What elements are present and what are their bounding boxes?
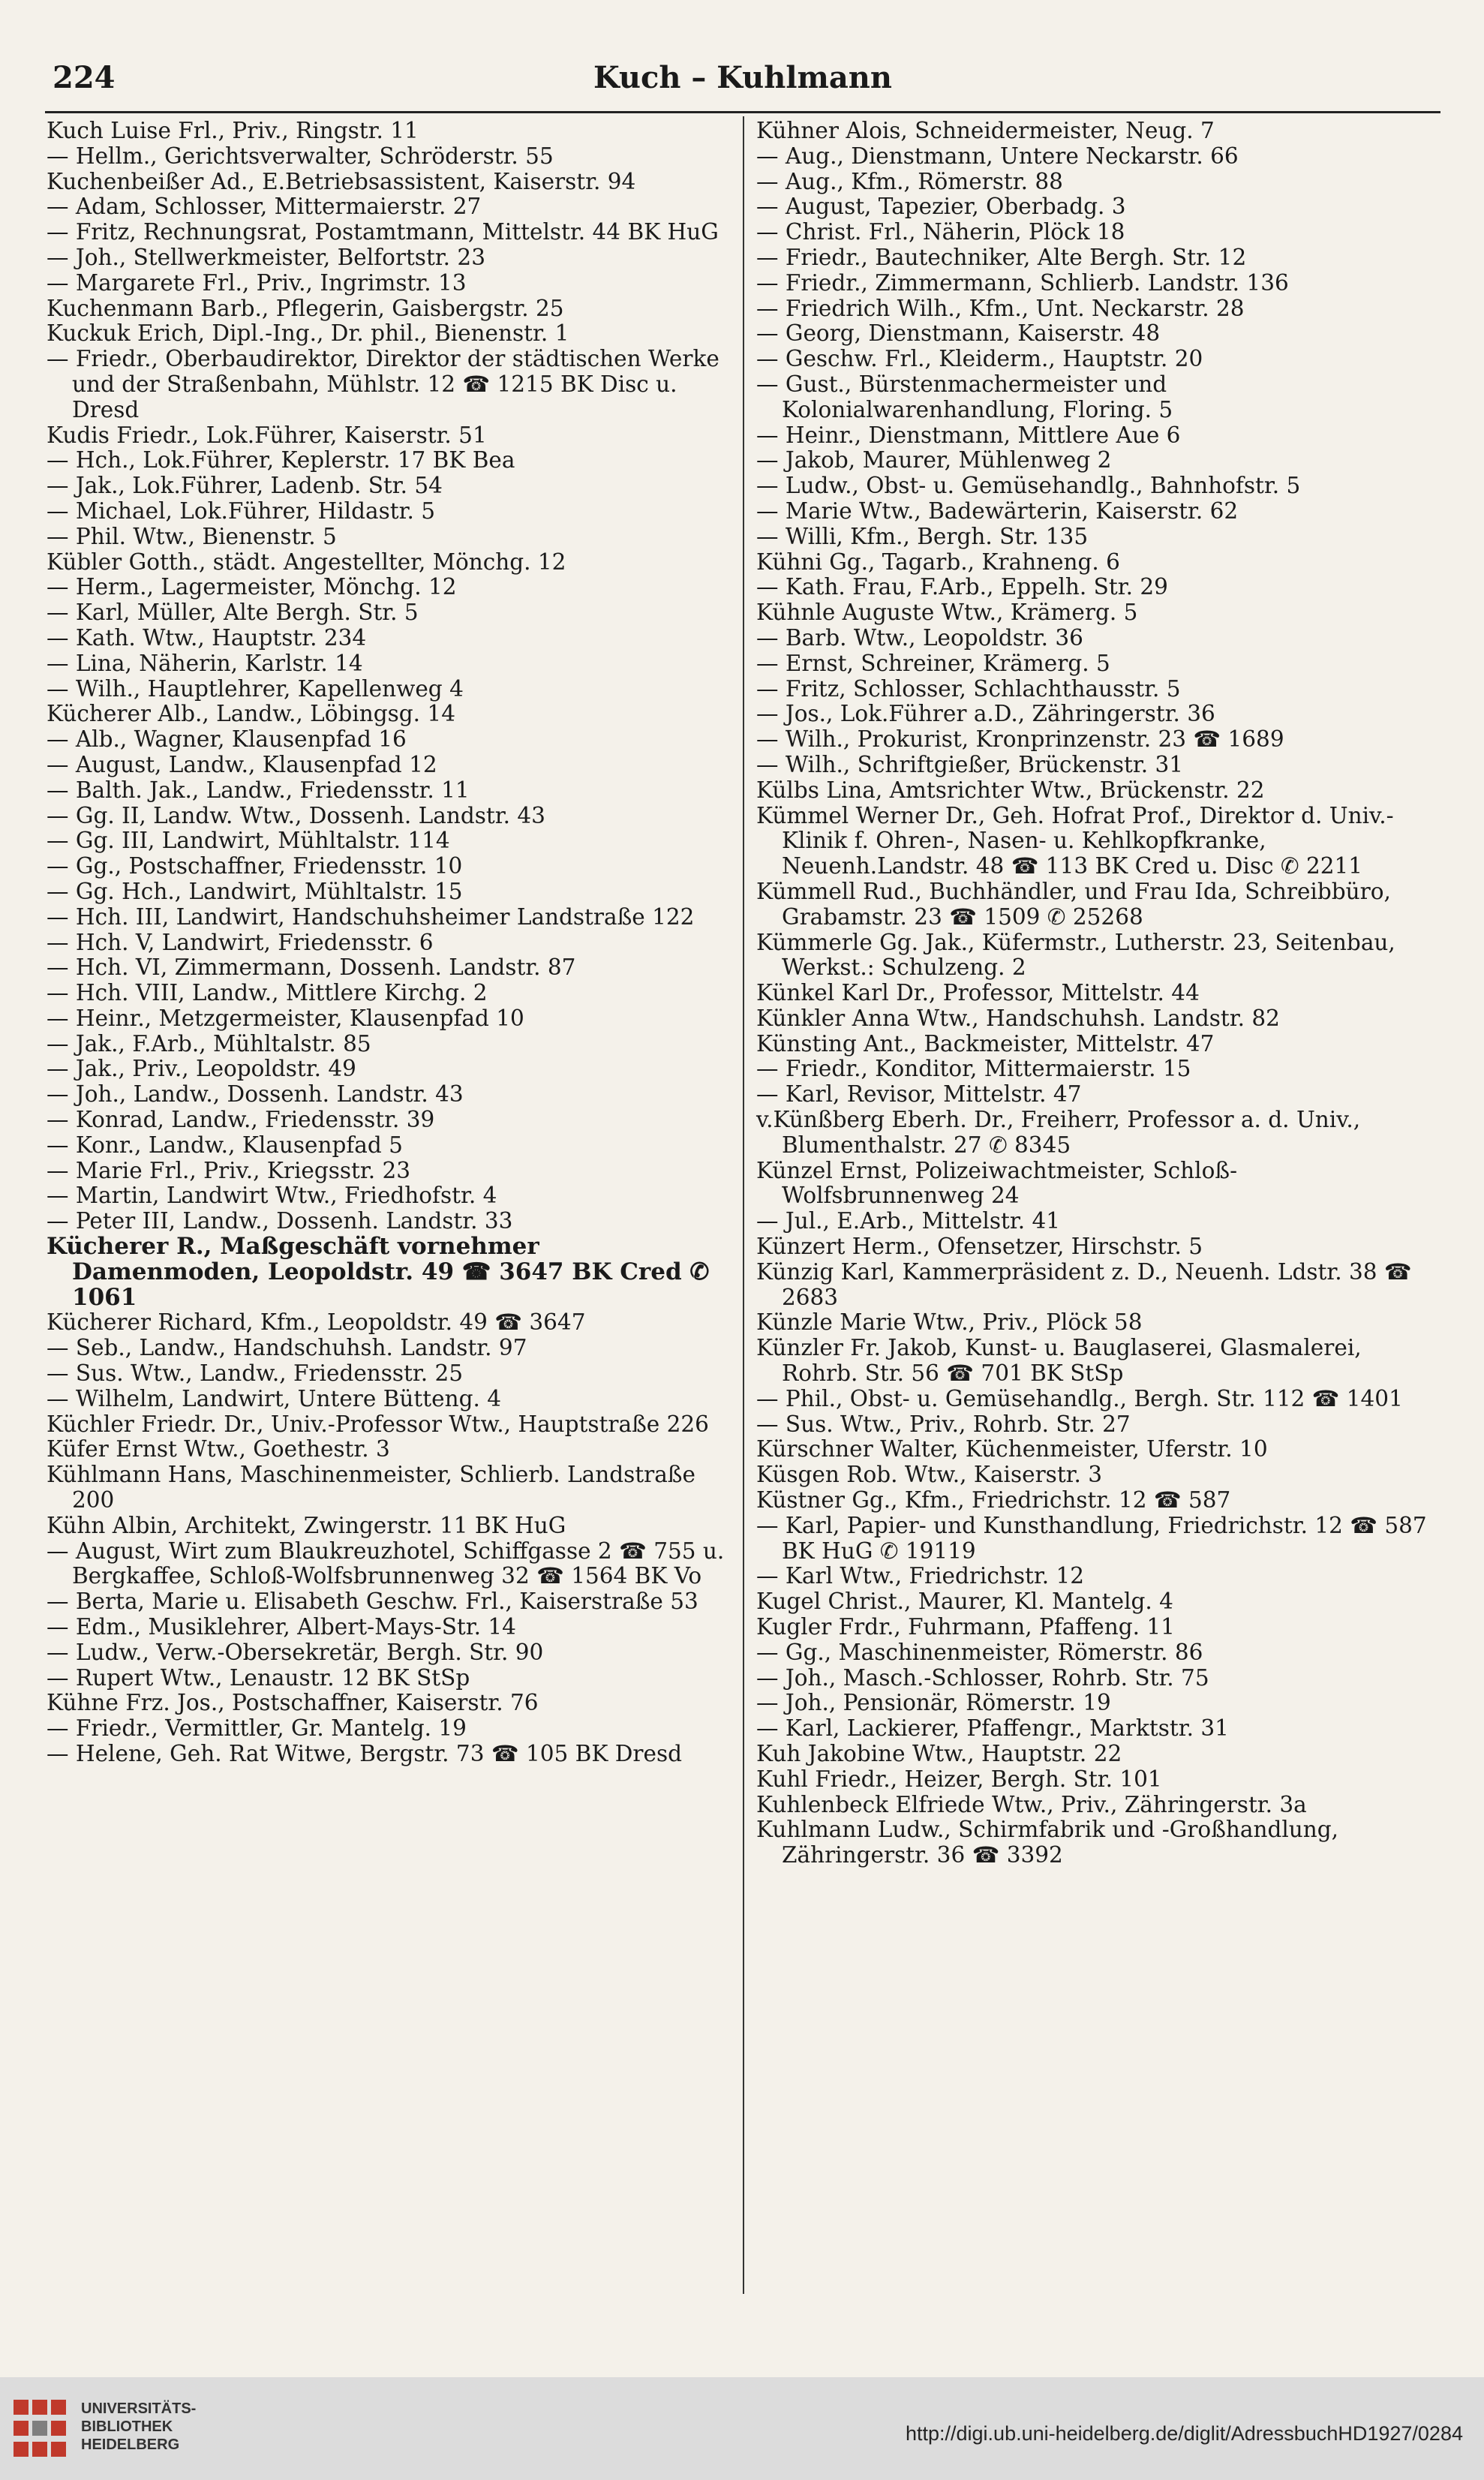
directory-entry: — Marie Frl., Priv., Kriegsstr. 23 bbox=[47, 1157, 411, 1183]
directory-entry: — Friedr., Vermittler, Gr. Mantelg. 19 bbox=[47, 1715, 467, 1742]
directory-entry: Küsgen Rob. Wtw., Kaiserstr. 3 bbox=[756, 1462, 1103, 1488]
directory-entry: Kühlmann Hans, Maschinenmeister, Schlierb. Landstraße 200 bbox=[47, 1462, 695, 1514]
directory-entry: — Peter III, Landw., Dossenh. Landstr. 33 bbox=[47, 1208, 513, 1234]
directory-entry: — Gg. Hch., Landwirt, Mühltalstr. 15 bbox=[47, 878, 463, 904]
directory-entry: — Heinr., Dienstmann, Mittlere Aue 6 bbox=[756, 422, 1181, 448]
left-column bbox=[47, 119, 725, 1767]
directory-entry: — Jak., F.Arb., Mühltalstr. 85 bbox=[47, 1030, 371, 1057]
directory-entry: — August, Landw., Klausenpfad 12 bbox=[47, 751, 437, 777]
directory-entry: Kugler Frdr., Fuhrmann, Pfaffeng. 11 bbox=[756, 1614, 1175, 1640]
directory-entry: — Phil. Wtw., Bienenstr. 5 bbox=[47, 523, 337, 549]
directory-entry: — Joh., Stellwerkmeister, Belfortstr. 23 bbox=[47, 244, 485, 270]
directory-entry: — Karl Wtw., Friedrichstr. 12 bbox=[756, 1563, 1085, 1589]
directory-entry: — Ernst, Schreiner, Krämerg. 5 bbox=[756, 650, 1110, 676]
directory-entry: Kuchenmann Barb., Pflegerin, Gaisbergstr. 25 bbox=[47, 295, 564, 321]
library-name-line: BIBLIOTHEK bbox=[81, 2418, 173, 2435]
directory-entry: Kümmel Werner Dr., Geh. Hofrat Prof., Direktor d. Univ.-Klinik f. Ohren-, Nasen- u. Kehlkopfkranke, Neuenh.Landstr. 48 ☎ 113 BK Cred u. Disc ✆ 2211 bbox=[756, 802, 1394, 879]
directory-entry: Kühnle Auguste Wtw., Krämerg. 5 bbox=[756, 600, 1138, 626]
directory-entry: — Hch. III, Landwirt, Handschuhsheimer Landstraße 122 bbox=[47, 903, 695, 930]
directory-entry: — Karl, Papier- und Kunsthandlung, Friedrichstr. 12 ☎ 587 BK HuG ✆ 19119 bbox=[756, 1512, 1427, 1564]
column-divider bbox=[743, 116, 744, 2294]
library-name-line: UNIVERSITÄTS- bbox=[81, 2400, 197, 2417]
directory-entry: Kugel Christ., Maurer, Kl. Mantelg. 4 bbox=[756, 1589, 1173, 1615]
directory-entry: — Gg., Postschaffner, Friedensstr. 10 bbox=[47, 853, 463, 879]
page-header bbox=[45, 60, 1440, 113]
directory-entry: — Karl, Lackierer, Pfaffengr., Marktstr. 31 bbox=[756, 1715, 1229, 1742]
library-name bbox=[81, 2400, 196, 2454]
directory-entry: — Hch. V, Landwirt, Friedensstr. 6 bbox=[47, 929, 434, 955]
directory-entry: Kücherer Alb., Landw., Löbingsg. 14 bbox=[47, 701, 455, 727]
directory-entry: — Hch. VI, Zimmermann, Dossenh. Landstr. 87 bbox=[47, 954, 576, 981]
directory-entry: — Friedr., Zimmermann, Schlierb. Landstr. 136 bbox=[756, 269, 1289, 296]
directory-entry: — Aug., Kfm., Römerstr. 88 bbox=[756, 168, 1063, 194]
directory-entry: — Aug., Dienstmann, Untere Neckarstr. 66 bbox=[756, 143, 1239, 169]
directory-entry: — Karl, Revisor, Mittelstr. 47 bbox=[756, 1081, 1082, 1108]
directory-entry: — Friedr., Bautechniker, Alte Bergh. Str. 12 bbox=[756, 244, 1247, 270]
directory-entry: — Jos., Lok.Führer a.D., Zähringerstr. 36 bbox=[756, 701, 1215, 727]
directory-entry: Künzig Karl, Kammerpräsident z. D., Neuenh. Ldstr. 38 ☎ 2683 bbox=[756, 1258, 1412, 1310]
directory-entry: — Seb., Landw., Handschuhsh. Landstr. 97 bbox=[47, 1335, 527, 1361]
directory-entry: — Lina, Näherin, Karlstr. 14 bbox=[47, 650, 363, 676]
directory-entry: — Joh., Masch.-Schlosser, Rohrb. Str. 75 bbox=[756, 1664, 1209, 1691]
directory-entry: — Fritz, Schlosser, Schlachthausstr. 5 bbox=[756, 675, 1181, 702]
directory-entry: — Alb., Wagner, Klausenpfad 16 bbox=[47, 726, 407, 753]
right-column bbox=[756, 119, 1435, 1868]
directory-entry: Künzler Fr. Jakob, Kunst- u. Bauglaserei, Glasmalerei, Rohrb. Str. 56 ☎ 701 BK StSp bbox=[756, 1335, 1362, 1387]
directory-entry: Küfer Ernst Wtw., Goethestr. 3 bbox=[47, 1436, 390, 1462]
directory-entry: — Hch., Lok.Führer, Keplerstr. 17 BK Bea bbox=[47, 447, 515, 473]
directory-entry: Kuhlmann Ludw., Schirmfabrik und -Großhandlung, Zähringerstr. 36 ☎ 3392 bbox=[756, 1817, 1339, 1868]
directory-entry: — Gust., Bürstenmachermeister und Kolonialwarenhandlung, Floring. 5 bbox=[756, 371, 1173, 422]
directory-entry: Künkler Anna Wtw., Handschuhsh. Landstr. 82 bbox=[756, 1005, 1280, 1031]
directory-entry: — Friedr., Oberbaudirektor, Direktor der städtischen Werke und der Straßenbahn, Mühlstr. 12 ☎ 1215 BK Disc u. Dresd bbox=[47, 346, 719, 422]
directory-entry: Kuhlenbeck Elfriede Wtw., Priv., Zähringerstr. 3a bbox=[756, 1791, 1307, 1817]
directory-entry: Kücherer R., Maßgeschäft vornehmer Damenmoden, Leopoldstr. 49 ☎ 3647 BK Cred ✆ 1061 bbox=[47, 1233, 710, 1311]
directory-entry: — Berta, Marie u. Elisabeth Geschw. Frl., Kaiserstraße 53 bbox=[47, 1589, 698, 1615]
directory-entry: — Christ. Frl., Näherin, Plöck 18 bbox=[756, 219, 1125, 245]
directory-entry: — Konr., Landw., Klausenpfad 5 bbox=[47, 1132, 403, 1158]
directory-entry: — Hch. VIII, Landw., Mittlere Kirchg. 2 bbox=[47, 980, 488, 1006]
library-name-line: HEIDELBERG bbox=[81, 2436, 180, 2453]
directory-entry: — Barb. Wtw., Leopoldstr. 36 bbox=[756, 624, 1083, 651]
directory-entry: — Wilhelm, Landwirt, Untere Bütteng. 4 bbox=[47, 1385, 501, 1411]
directory-entry: — Ludw., Verw.-Obersekretär, Bergh. Str. 90 bbox=[47, 1639, 544, 1665]
directory-entry: Külbs Lina, Amtsrichter Wtw., Brückenstr. 22 bbox=[756, 777, 1265, 803]
directory-entry: — Kath. Frau, F.Arb., Eppelh. Str. 29 bbox=[756, 574, 1168, 600]
directory-entry: — Wilh., Schriftgießer, Brückenstr. 31 bbox=[756, 751, 1184, 777]
directory-entry: — Rupert Wtw., Lenaustr. 12 BK StSp bbox=[47, 1664, 470, 1691]
directory-entry: — Hellm., Gerichtsverwalter, Schröderstr. 55 bbox=[47, 143, 554, 169]
directory-entry: — August, Wirt zum Blaukreuzhotel, Schiffgasse 2 ☎ 755 u. Bergkaffee, Schloß-Wolfsbrunnenweg 32 ☎ 1564 BK Vo bbox=[47, 1538, 725, 1589]
directory-entry: — Gg. III, Landwirt, Mühltalstr. 114 bbox=[47, 828, 450, 854]
directory-entry: — Balth. Jak., Landw., Friedensstr. 11 bbox=[47, 777, 470, 803]
directory-entry: Kühner Alois, Schneidermeister, Neug. 7 bbox=[756, 118, 1215, 143]
directory-entry: Kühni Gg., Tagarb., Krahneng. 6 bbox=[756, 549, 1120, 575]
directory-entry: — Adam, Schlosser, Mittermaierstr. 27 bbox=[47, 194, 482, 220]
source-url-link[interactable]: http://digi.ub.uni-heidelberg.de/diglit/AdressbuchHD1927/0284 bbox=[905, 2422, 1463, 2445]
directory-entry: — Wilh., Prokurist, Kronprinzenstr. 23 ☎ 1689 bbox=[756, 726, 1284, 753]
directory-entry: Kücherer Richard, Kfm., Leopoldstr. 49 ☎ 3647 bbox=[47, 1309, 586, 1336]
directory-entry: — Joh., Landw., Dossenh. Landstr. 43 bbox=[47, 1081, 464, 1108]
directory-entry: Künzle Marie Wtw., Priv., Plöck 58 bbox=[756, 1309, 1143, 1336]
header-rule bbox=[45, 111, 1440, 113]
directory-entry: Küchler Friedr. Dr., Univ.-Professor Wtw., Hauptstraße 226 bbox=[47, 1411, 709, 1437]
directory-entry: — Martin, Landwirt Wtw., Friedhofstr. 4 bbox=[47, 1183, 497, 1209]
directory-entry: — Geschw. Frl., Kleiderm., Hauptstr. 20 bbox=[756, 346, 1203, 372]
directory-entry: — Marie Wtw., Badewärterin, Kaiserstr. 62 bbox=[756, 498, 1239, 524]
directory-entry: v.Künßberg Eberh. Dr., Freiherr, Professor a. d. Univ., Blumenthalstr. 27 ✆ 8345 bbox=[756, 1107, 1361, 1158]
directory-entry: — Margarete Frl., Priv., Ingrimstr. 13 bbox=[47, 269, 467, 296]
directory-entry: Künsting Ant., Backmeister, Mittelstr. 47 bbox=[756, 1030, 1215, 1057]
directory-entry: Kümmell Rud., Buchhändler, und Frau Ida, Schreibbüro, Grabamstr. 23 ☎ 1509 ✆ 25268 bbox=[756, 878, 1391, 930]
directory-entry: Kuchenbeißer Ad., E.Betriebsassistent, Kaiserstr. 94 bbox=[47, 168, 636, 194]
directory-entry: — Konrad, Landw., Friedensstr. 39 bbox=[47, 1107, 435, 1133]
directory-entry: Künzert Herm., Ofensetzer, Hirschstr. 5 bbox=[756, 1234, 1203, 1260]
directory-entry: Kuckuk Erich, Dipl.-Ing., Dr. phil., Bienenstr. 1 bbox=[47, 320, 569, 347]
library-logo-icon bbox=[9, 2394, 71, 2463]
directory-entry: Kuh Jakobine Wtw., Hauptstr. 22 bbox=[756, 1741, 1122, 1766]
directory-entry: Kühn Albin, Architekt, Zwingerstr. 11 BK HuG bbox=[47, 1512, 566, 1538]
directory-entry: — Helene, Geh. Rat Witwe, Bergstr. 73 ☎ 105 BK Dresd bbox=[47, 1741, 682, 1766]
directory-entry: — Joh., Pensionär, Römerstr. 19 bbox=[756, 1690, 1111, 1716]
directory-entry: Kudis Friedr., Lok.Führer, Kaiserstr. 51 bbox=[47, 422, 487, 448]
directory-entry: — Kath. Wtw., Hauptstr. 234 bbox=[47, 624, 367, 651]
directory-entry: — Friedrich Wilh., Kfm., Unt. Neckarstr. 28 bbox=[756, 295, 1245, 321]
running-head: Kuch – Kuhlmann bbox=[593, 60, 892, 95]
directory-entry: — Sus. Wtw., Priv., Rohrb. Str. 27 bbox=[756, 1411, 1131, 1437]
directory-entry: — Heinr., Metzgermeister, Klausenpfad 10 bbox=[47, 1005, 524, 1031]
directory-entry: Kuhl Friedr., Heizer, Bergh. Str. 101 bbox=[756, 1766, 1162, 1792]
directory-entry: Kümmerle Gg. Jak., Küfermstr., Lutherstr. 23, Seitenbau, Werkst.: Schulzeng. 2 bbox=[756, 929, 1395, 981]
page-number: 224 bbox=[53, 60, 116, 95]
footer-bar bbox=[0, 2377, 1484, 2480]
directory-entry: — Jul., E.Arb., Mittelstr. 41 bbox=[756, 1208, 1060, 1234]
directory-entry: Küstner Gg., Kfm., Friedrichstr. 12 ☎ 587 bbox=[756, 1487, 1231, 1514]
directory-entry: — Gg. II, Landw. Wtw., Dossenh. Landstr. 43 bbox=[47, 802, 545, 828]
directory-entry: — Michael, Lok.Führer, Hildastr. 5 bbox=[47, 498, 435, 524]
directory-entry: — Jak., Lok.Führer, Ladenb. Str. 54 bbox=[47, 473, 443, 499]
directory-entry: — Herm., Lagermeister, Mönchg. 12 bbox=[47, 574, 457, 600]
directory-entry: — Friedr., Konditor, Mittermaierstr. 15 bbox=[756, 1056, 1191, 1082]
directory-entry: — August, Tapezier, Oberbadg. 3 bbox=[756, 194, 1126, 220]
directory-entry: — Willi, Kfm., Bergh. Str. 135 bbox=[756, 523, 1089, 549]
directory-entry: Künzel Ernst, Polizeiwachtmeister, Schloß-Wolfsbrunnenweg 24 bbox=[756, 1157, 1238, 1209]
directory-entry: — Gg., Maschinenmeister, Römerstr. 86 bbox=[756, 1639, 1203, 1665]
directory-entry: Kübler Gotth., städt. Angestellter, Mönchg. 12 bbox=[47, 549, 566, 575]
directory-entry: Kuch Luise Frl., Priv., Ringstr. 11 bbox=[47, 118, 419, 143]
directory-entry: — Ludw., Obst- u. Gemüsehandlg., Bahnhofstr. 5 bbox=[756, 473, 1301, 499]
directory-entry: — Jakob, Maurer, Mühlenweg 2 bbox=[756, 447, 1112, 473]
directory-entry: Künkel Karl Dr., Professor, Mittelstr. 44 bbox=[756, 980, 1200, 1006]
directory-entry: — Karl, Müller, Alte Bergh. Str. 5 bbox=[47, 600, 419, 626]
directory-entry: — Wilh., Hauptlehrer, Kapellenweg 4 bbox=[47, 675, 464, 702]
directory-entry: Kühne Frz. Jos., Postschaffner, Kaiserstr. 76 bbox=[47, 1690, 539, 1716]
directory-entry: — Edm., Musiklehrer, Albert-Mays-Str. 14 bbox=[47, 1614, 516, 1640]
directory-entry: — Jak., Priv., Leopoldstr. 49 bbox=[47, 1056, 356, 1082]
directory-entry: — Sus. Wtw., Landw., Friedensstr. 25 bbox=[47, 1360, 464, 1387]
directory-entry: — Fritz, Rechnungsrat, Postamtmann, Mittelstr. 44 BK HuG bbox=[47, 219, 719, 245]
directory-entry: — Georg, Dienstmann, Kaiserstr. 48 bbox=[756, 320, 1161, 347]
directory-entry: Kürschner Walter, Küchenmeister, Uferstr. 10 bbox=[756, 1436, 1268, 1462]
directory-entry: — Phil., Obst- u. Gemüsehandlg., Bergh. Str. 112 ☎ 1401 bbox=[756, 1385, 1403, 1411]
